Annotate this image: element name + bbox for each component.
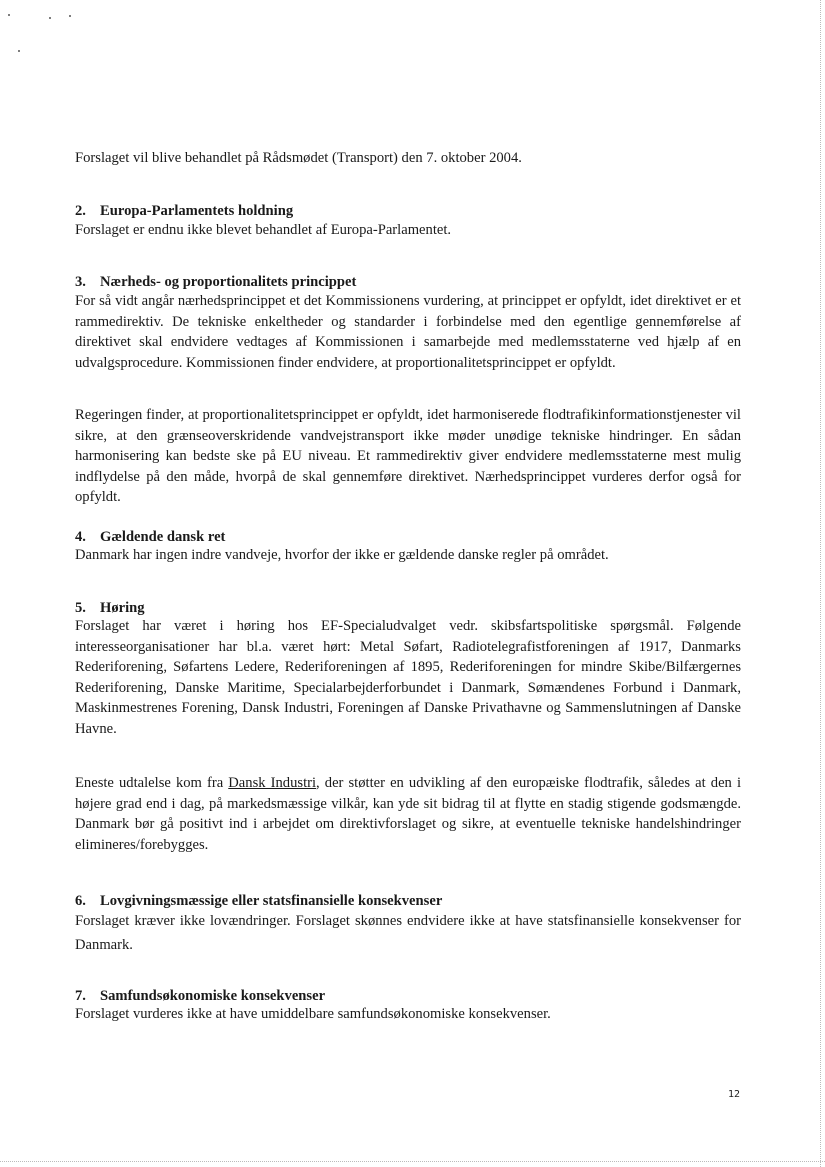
section-3-paragraph-2: Regeringen finder, at proportionalitetsprincippet er opfyldt, idet harmoniserede flodtrafikinformationstjenester vil sikre, at den grænseoverskridende vandvejstransport ikke møder unødige tekniske hindringer. En sådan harmonisering kan bedste ske på EU niveau. Et rammedirektiv giver endvidere medlemsstaterne mest mulig indflydelse på den måde, hvorpå de skal gennemføre direktivet. Nærhedsprincippet vurderes derfor også for opfyldt. (75, 407, 741, 505)
statement-text-end: , der støtter en udvikling af den europæiske flodtrafik, således at den i højere grad end i dag, på markedsmæssige vilkår, kan yde sit bidrag til at flytte en stadig stigende godsmængde. Danmark bør gå positivt ind i arbejdet om direktivforslaget og sikre, at eventuelle tekniske handelshindringer elimineres/forebygges. (75, 775, 741, 853)
page-edge-right (820, 0, 822, 1167)
section-number: 6. (75, 893, 86, 909)
dansk-industri-underlined: Dansk Industri (228, 775, 317, 791)
section-title: Gældende dansk ret (100, 529, 226, 545)
page-edge-bottom (0, 1161, 825, 1163)
section-5-heading (75, 598, 145, 618)
section-title: Europa-Parlamentets holdning (100, 203, 294, 219)
section-3-paragraph-1: For så vidt angår nærhedsprincippet et det Kommissionens vurdering, at princippet er opfyldt, idet direktivet er et rammedirektiv. De tekniske enkeltheder og standarder i forbindelse med den egentlige gennemførelse af direktivet skal endvidere vedtages af Kommissionen i samarbejde med medlemsstaterne ved hjælp af en udvalgsprocedure. Kommissionen finder endvidere, at proportionalitetsprincippet er opfyldt. (75, 293, 741, 371)
section-2-heading (75, 201, 293, 221)
section-7-heading (75, 986, 325, 1006)
section-number: 2. (75, 203, 86, 219)
statement-text-start: Eneste udtalelse kom fra (75, 775, 229, 791)
section-number: 4. (75, 529, 86, 545)
intro-paragraph: Forslaget vil blive behandlet på Rådsmødet (Transport) den 7. oktober 2004. (75, 150, 522, 166)
section-4-heading (75, 527, 225, 547)
section-number: 3. (75, 274, 86, 290)
page-number: 12 (728, 1089, 741, 1100)
section-5-paragraph-2 (75, 773, 741, 855)
section-6-heading (75, 891, 442, 911)
section-2-paragraph: Forslaget er endnu ikke blevet behandlet af Europa-Parlamentet. (75, 222, 452, 238)
section-title: Høring (100, 600, 145, 616)
section-title: Lovgivningsmæssige eller statsfinansielle konsekvenser (100, 893, 443, 909)
section-3-heading (75, 272, 356, 292)
section-4-paragraph: Danmark har ingen indre vandveje, hvorfor der ikke er gældende danske regler på området. (75, 547, 609, 563)
section-7-paragraph: Forslaget vurderes ikke at have umiddelbare samfundsøkonomiske konsekvenser. (75, 1006, 551, 1022)
section-number: 5. (75, 600, 86, 616)
section-title: Samfundsøkonomiske konsekvenser (100, 988, 326, 1004)
section-title: Nærheds- og proportionalitets princippet (100, 274, 357, 290)
section-6-paragraph: Forslaget kræver ikke lovændringer. Forslaget skønnes endvidere ikke at have statsfinansielle konsekvenser for Danmark. (75, 913, 741, 953)
section-number: 7. (75, 988, 86, 1004)
section-5-paragraph-1: Forslaget har været i høring hos EF-Specialudvalget vedr. skibsfartspolitiske spørgsmål. Følgende interesseorganisationer har bl.a. været hørt: Metal Søfart, Radiotelegrafistforeningen af 1917, Danmarks Rederiforening, Søfartens Ledere, Rederiforeningen af 1895, Rederiforeningen for mindre Skibe/Bilfærgernes Rederiforening, Danske Maritime, Specialarbejderforbundet i Danmark, Sømændenes Forbund i Danmark, Maskinmestrenes Forening, Dansk Industri, Foreningen af Danske Privathavne og Sammenslutningen af Danske Havne. (75, 618, 741, 737)
